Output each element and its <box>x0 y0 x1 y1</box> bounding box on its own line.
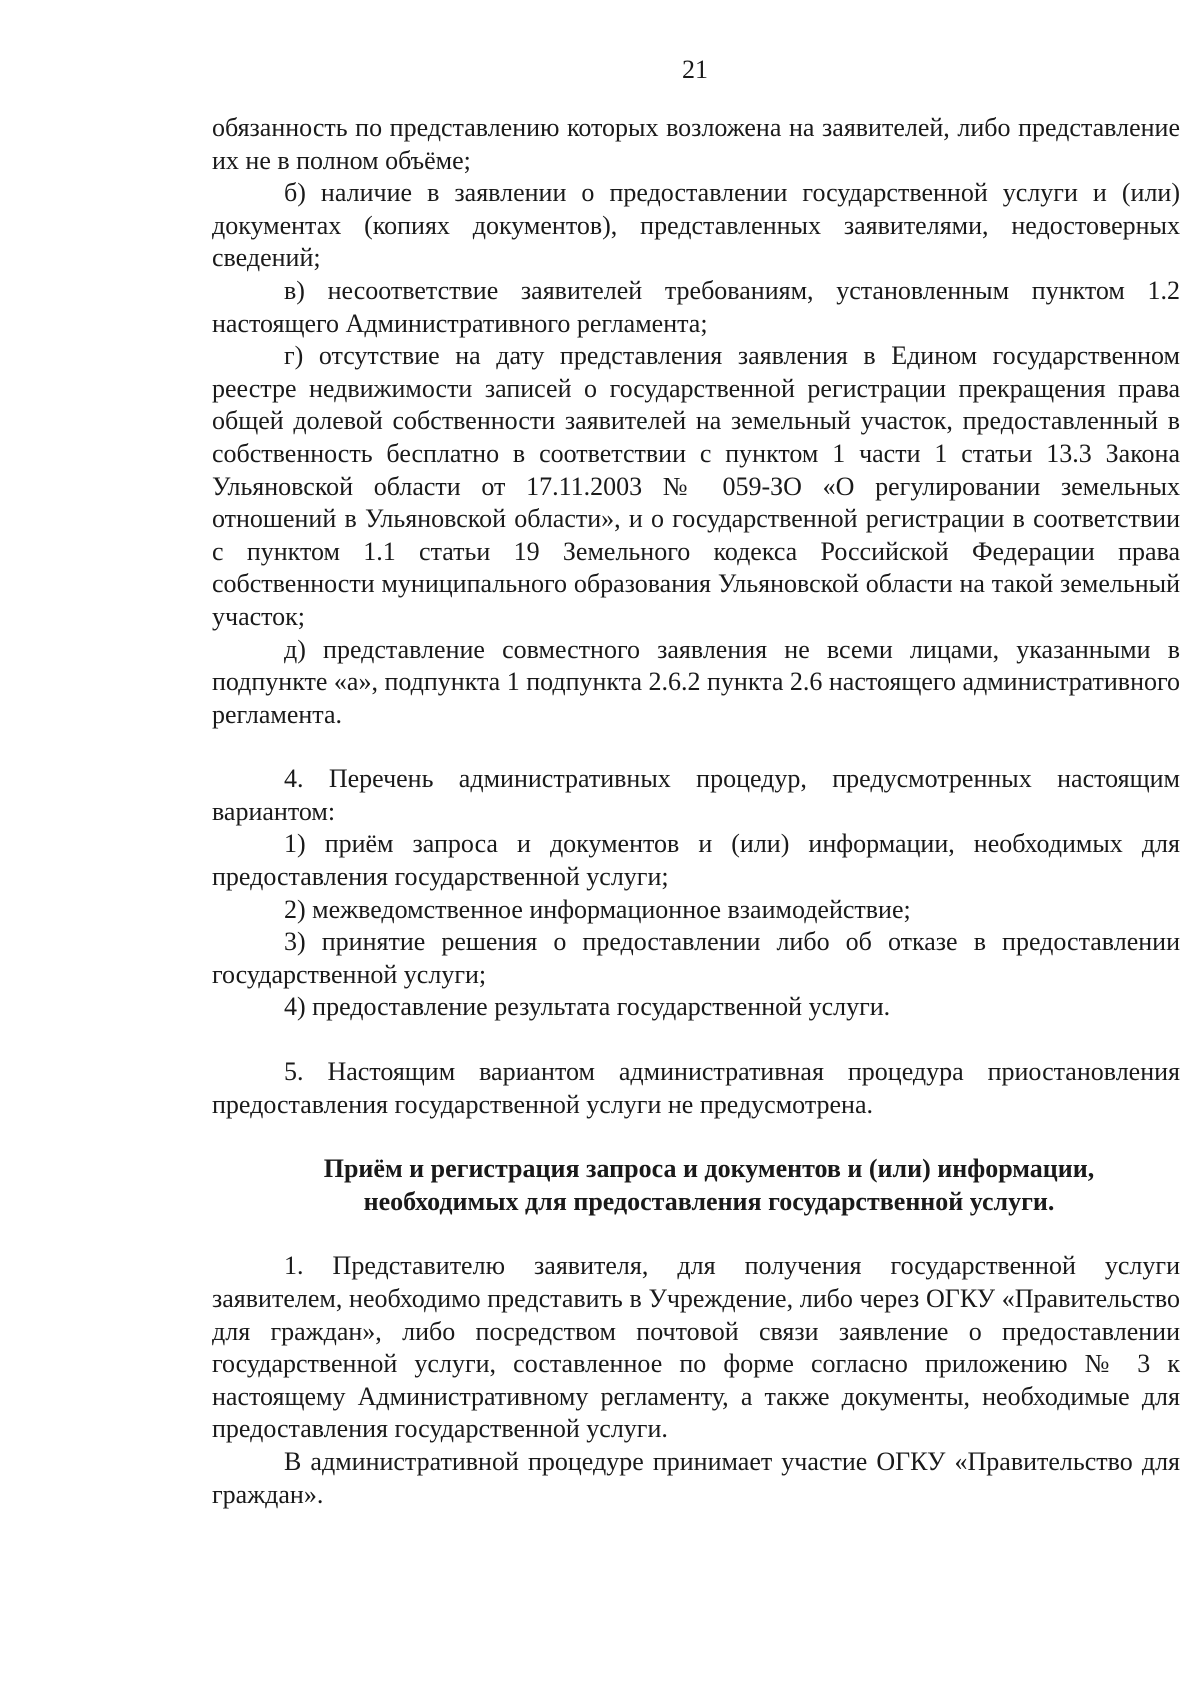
procedure-paragraph-1: 1. Представителю заявителя, для получения государственной услуги заявителем, необходимо представить в Учреждение, либо через ОГКУ «Правительство для граждан», либо посредством почтовой связи заявление о предоставлении государственной услуги, составленное по форме согласно приложению № 3 к настоящему Административному регламенту, а также документы, необходимые для предоставления государственной услуги. <box>212 1251 1180 1444</box>
section-4-item-1: 1) приём запроса и документов и (или) информации, необходимых для предоставления государственной услуги; <box>212 829 1180 892</box>
section-5-paragraph: 5. Настоящим вариантом административная процедура приостановления предоставления государственной услуги не предусмотрена. <box>212 1057 1180 1119</box>
section-heading <box>212 1153 1180 1218</box>
section-4-item-4: 4) предоставление результата государственной услуги. <box>284 992 891 1022</box>
paragraph-continuation: обязанность по представлению которых возложена на заявителей, либо представление их не в полном объёме; <box>212 113 1180 175</box>
section-4-intro: 4. Перечень административных процедур, предусмотренных настоящим вариантом: <box>212 764 1180 826</box>
document-body <box>212 112 1180 1511</box>
spacer <box>212 731 1180 763</box>
spacer <box>212 1024 1180 1056</box>
paragraph-item-d: д) представление совместного заявления не всеми лицами, указанными в подпункте «а», подпункта 1 подпункта 2.6.2 пункта 2.6 настоящего административного регламента. <box>212 634 1180 729</box>
section-4-item-2: 2) межведомственное информационное взаимодействие; <box>284 894 911 924</box>
section-heading-line-1: Приём и регистрация запроса и документов и (или) информации, <box>323 1154 1095 1184</box>
spacer <box>212 1121 1180 1153</box>
paragraph-item-b: б) наличие в заявлении о предоставлении государственной услуги и (или) документах (копиях документов), представленных заявителями, недостоверных сведений; <box>212 178 1180 273</box>
page-number: 21 <box>682 55 708 84</box>
section-heading-line-2: необходимых для предоставления государственной услуги. <box>363 1186 1055 1216</box>
procedure-paragraph-2: В административной процедуре принимает участие ОГКУ «Правительство для граждан». <box>212 1446 1180 1509</box>
paragraph-item-g: г) отсутствие на дату представления заявления в Едином государственном реестре недвижимости записей о государственной регистрации прекращения права общей долевой собственности заявителей на земельный участок, предоставленный в собственность бесплатно в соответствии с пунктом 1 части 1 статьи 13.3 Закона Ульяновской области от 17.11.2003 № 059-ЗО «О регулировании земельных отношений в Ульяновской области», и о государственной регистрации в соответствии с пунктом 1.1 статьи 19 Земельного кодекса Российской Федерации права собственности муниципального образования Ульяновской области на такой земельный участок; <box>212 341 1180 631</box>
section-4-item-3: 3) принятие решения о предоставлении либо об отказе в предоставлении государственной услуги; <box>212 927 1180 989</box>
paragraph-item-v: в) несоответствие заявителей требованиям, установленным пунктом 1.2 настоящего Административного регламента; <box>212 275 1180 338</box>
spacer <box>212 1218 1180 1250</box>
